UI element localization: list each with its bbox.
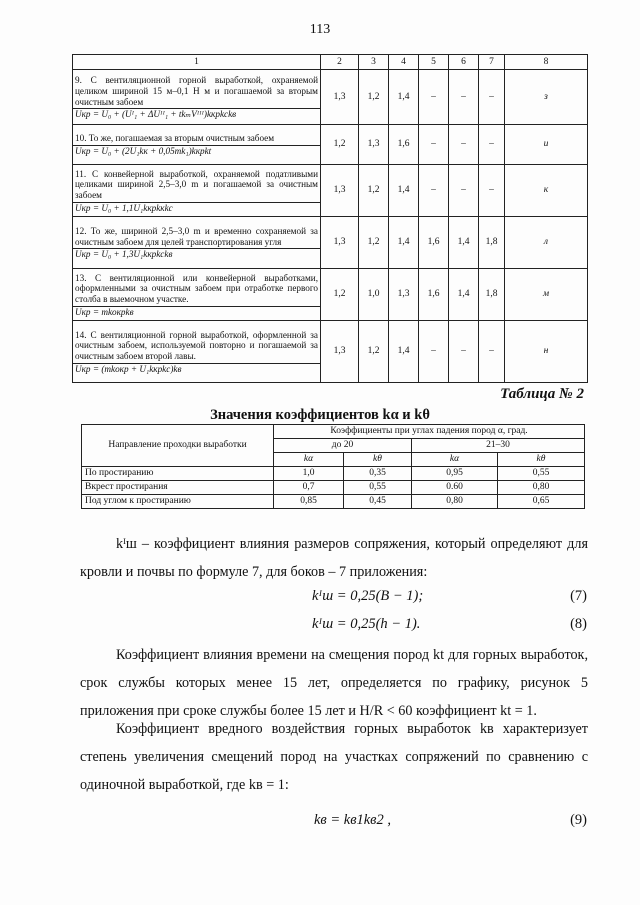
- table-cell: –: [419, 125, 449, 165]
- row-text: 12. То же, шириной 2,5–3,0 m и временно сохраняемой за очистным забоем для целей транспортирования угля: [75, 226, 318, 247]
- table-cell: 0,55: [498, 467, 585, 481]
- header-cell: 6: [449, 55, 479, 70]
- table-cell: 1,3: [321, 70, 359, 125]
- header-cell: 5: [419, 55, 449, 70]
- table-cell: –: [449, 165, 479, 217]
- table-cell: 1,0: [359, 269, 389, 321]
- row-formula: Uкр = U₀ + (2U₁kк + 0,05mk₁)kкрkt: [73, 145, 320, 157]
- equation-8: kᴵш = 0,25(h − 1).: [312, 616, 421, 632]
- table-cell: 1,6: [419, 269, 449, 321]
- table-cell: –: [449, 125, 479, 165]
- table-cell: –: [479, 70, 505, 125]
- header-cell: 2: [321, 55, 359, 70]
- row-description: [73, 125, 321, 165]
- header-range: 21–30: [412, 439, 585, 453]
- table-cell: 0,80: [412, 495, 498, 509]
- table-row: [73, 165, 588, 217]
- table-cell: 1,4: [389, 321, 419, 383]
- row-description: [73, 321, 321, 383]
- row-description: [73, 165, 321, 217]
- table-row: [73, 321, 588, 383]
- table-cell-letter: н: [505, 321, 588, 383]
- header-cell: 1: [73, 55, 321, 70]
- table-cell: –: [449, 70, 479, 125]
- table-cell-letter: м: [505, 269, 588, 321]
- table-cell: 1,2: [321, 125, 359, 165]
- table-cell: 0,35: [344, 467, 412, 481]
- paragraph-kt: Коэффициент влияния времени на смещения пород kt для горных выработок, срок службы которых менее 15 лет, определяется по графику, рисунок 5 приложения при сроке службы более 15 лет и H/R < 60 коэффициент kt = 1.: [80, 647, 588, 719]
- table-row: [82, 467, 585, 481]
- table-cell: 1,2: [359, 70, 389, 125]
- table-cell: 0,55: [344, 481, 412, 495]
- equation-number-8: (8): [570, 616, 587, 632]
- table-cell: –: [419, 70, 449, 125]
- table-cell: 1,4: [449, 269, 479, 321]
- table-header-row: [82, 425, 585, 439]
- table-cell: 0,85: [274, 495, 344, 509]
- row-text: 14. С вентиляционной горной выработкой, оформленной за очистным забоем, используемой повторно и погашаемой за очистным забоем второй лавы.: [75, 329, 318, 361]
- table-cell: 1,6: [389, 125, 419, 165]
- table-cell: 0,45: [344, 495, 412, 509]
- table-label: Таблица № 2: [500, 386, 584, 402]
- table-row: [73, 217, 588, 269]
- table-row: [82, 495, 585, 509]
- row-description: [73, 70, 321, 125]
- header-sub: kα: [274, 453, 344, 467]
- header-sub: kθ: [344, 453, 412, 467]
- table-cell-letter: и: [505, 125, 588, 165]
- table-cell: 1,2: [359, 321, 389, 383]
- row-formula: Uкр = mkокрkв: [73, 306, 320, 318]
- table-cell: 1,0: [274, 467, 344, 481]
- header-cell: 4: [389, 55, 419, 70]
- page-number: 113: [309, 22, 331, 37]
- table-cell: –: [449, 321, 479, 383]
- row-text: 13. С вентиляционной или конвейерной выработками, оформленными за очистным забоем при отработке первого столба в выемочном участке.: [75, 272, 318, 304]
- table-cell: 1,8: [479, 269, 505, 321]
- row-name: Вкрест простирания: [82, 481, 274, 495]
- table-cell: –: [479, 165, 505, 217]
- table-row: [73, 70, 588, 125]
- table-cell: 1,3: [321, 165, 359, 217]
- table-cell: 1,2: [359, 217, 389, 269]
- header-coefficients: Коэффициенты при углах падения пород α, град.: [274, 425, 585, 439]
- row-text: 10. То же, погашаемая за вторым очистным забоем: [75, 133, 275, 144]
- table-row: [73, 125, 588, 165]
- table-cell: 1,4: [389, 165, 419, 217]
- table-title: Значения коэффициентов kα и kθ: [210, 407, 430, 423]
- equation-number-7: (7): [570, 588, 587, 604]
- table-cell-letter: л: [505, 217, 588, 269]
- table-row: [82, 481, 585, 495]
- row-description: [73, 269, 321, 321]
- header-cell: 8: [505, 55, 588, 70]
- table-cell: 1,4: [389, 217, 419, 269]
- table-cell: 1,3: [359, 125, 389, 165]
- header-sub: kα: [412, 453, 498, 467]
- row-text: 11. С конвейерной выработкой, охраняемой податливыми целиками шириной 2,5–3,0 m и погашаемой за очистным забоем: [75, 168, 318, 200]
- equation-7: kᴵш = 0,25(B − 1);: [312, 588, 424, 604]
- table-cell: –: [419, 165, 449, 217]
- coefficients-table-continuation: [72, 54, 588, 383]
- table-cell: 0.60: [412, 481, 498, 495]
- row-description: [73, 217, 321, 269]
- row-formula: Uкр = U₀ + 1,1U₁kкрkкkс: [73, 202, 320, 214]
- row-formula: Uкр = (mkокр + U₁kкрkс)kв: [73, 363, 320, 375]
- table-cell: 0,80: [498, 481, 585, 495]
- table-cell: 1,6: [419, 217, 449, 269]
- header-sub: kθ: [498, 453, 585, 467]
- table-row: [73, 269, 588, 321]
- table-cell: 1,2: [321, 269, 359, 321]
- header-direction: Направление проходки выработки: [82, 425, 274, 467]
- table-cell: 0,95: [412, 467, 498, 481]
- row-formula: Uкр = U₀ + (Uᴵ₁ + ΔUᴵᴵ₁ + tkₘVᴵᴵᴵ)kкрkсkв: [73, 108, 320, 120]
- table-cell-letter: з: [505, 70, 588, 125]
- equation-number-9: (9): [570, 812, 587, 828]
- k-alpha-k-theta-table: [81, 424, 585, 509]
- table-cell: 1,2: [359, 165, 389, 217]
- table-header-row: [73, 55, 588, 70]
- header-cell: 7: [479, 55, 505, 70]
- row-formula: Uкр = U₀ + 1,3U₁kкрkсkв: [73, 248, 320, 260]
- row-name: По простиранию: [82, 467, 274, 481]
- table-cell: 1,3: [321, 321, 359, 383]
- table-cell: 0,7: [274, 481, 344, 495]
- equation-9: kв = kв1kв2 ,: [314, 812, 391, 828]
- table-cell: 1,4: [449, 217, 479, 269]
- row-name: Под углом к простиранию: [82, 495, 274, 509]
- paragraph-kv: Коэффициент вредного воздействия горных выработок kв характеризует степень увеличения смещений пород на участках сопряжений по сравнению с одиночной выработкой, где kв = 1:: [80, 721, 588, 793]
- table-cell: 0,65: [498, 495, 585, 509]
- table-cell: –: [479, 321, 505, 383]
- table-cell: –: [479, 125, 505, 165]
- table-cell: 1,8: [479, 217, 505, 269]
- table-cell: 1,3: [389, 269, 419, 321]
- table-cell: 1,4: [389, 70, 419, 125]
- row-text: 9. С вентиляционной горной выработкой, охраняемой целиком шириной 15 м–0,1 H м и погашаемой за вторым очистным забоем: [75, 75, 318, 107]
- table-cell: 1,3: [321, 217, 359, 269]
- paragraph-k-sh: kᴵш – коэффициент влияния размеров сопряжения, который определяют для кровли и почвы по формуле 7, для боков – 7 приложения:: [80, 536, 588, 580]
- header-range: до 20: [274, 439, 412, 453]
- table-cell: –: [419, 321, 449, 383]
- table-cell-letter: к: [505, 165, 588, 217]
- header-cell: 3: [359, 55, 389, 70]
